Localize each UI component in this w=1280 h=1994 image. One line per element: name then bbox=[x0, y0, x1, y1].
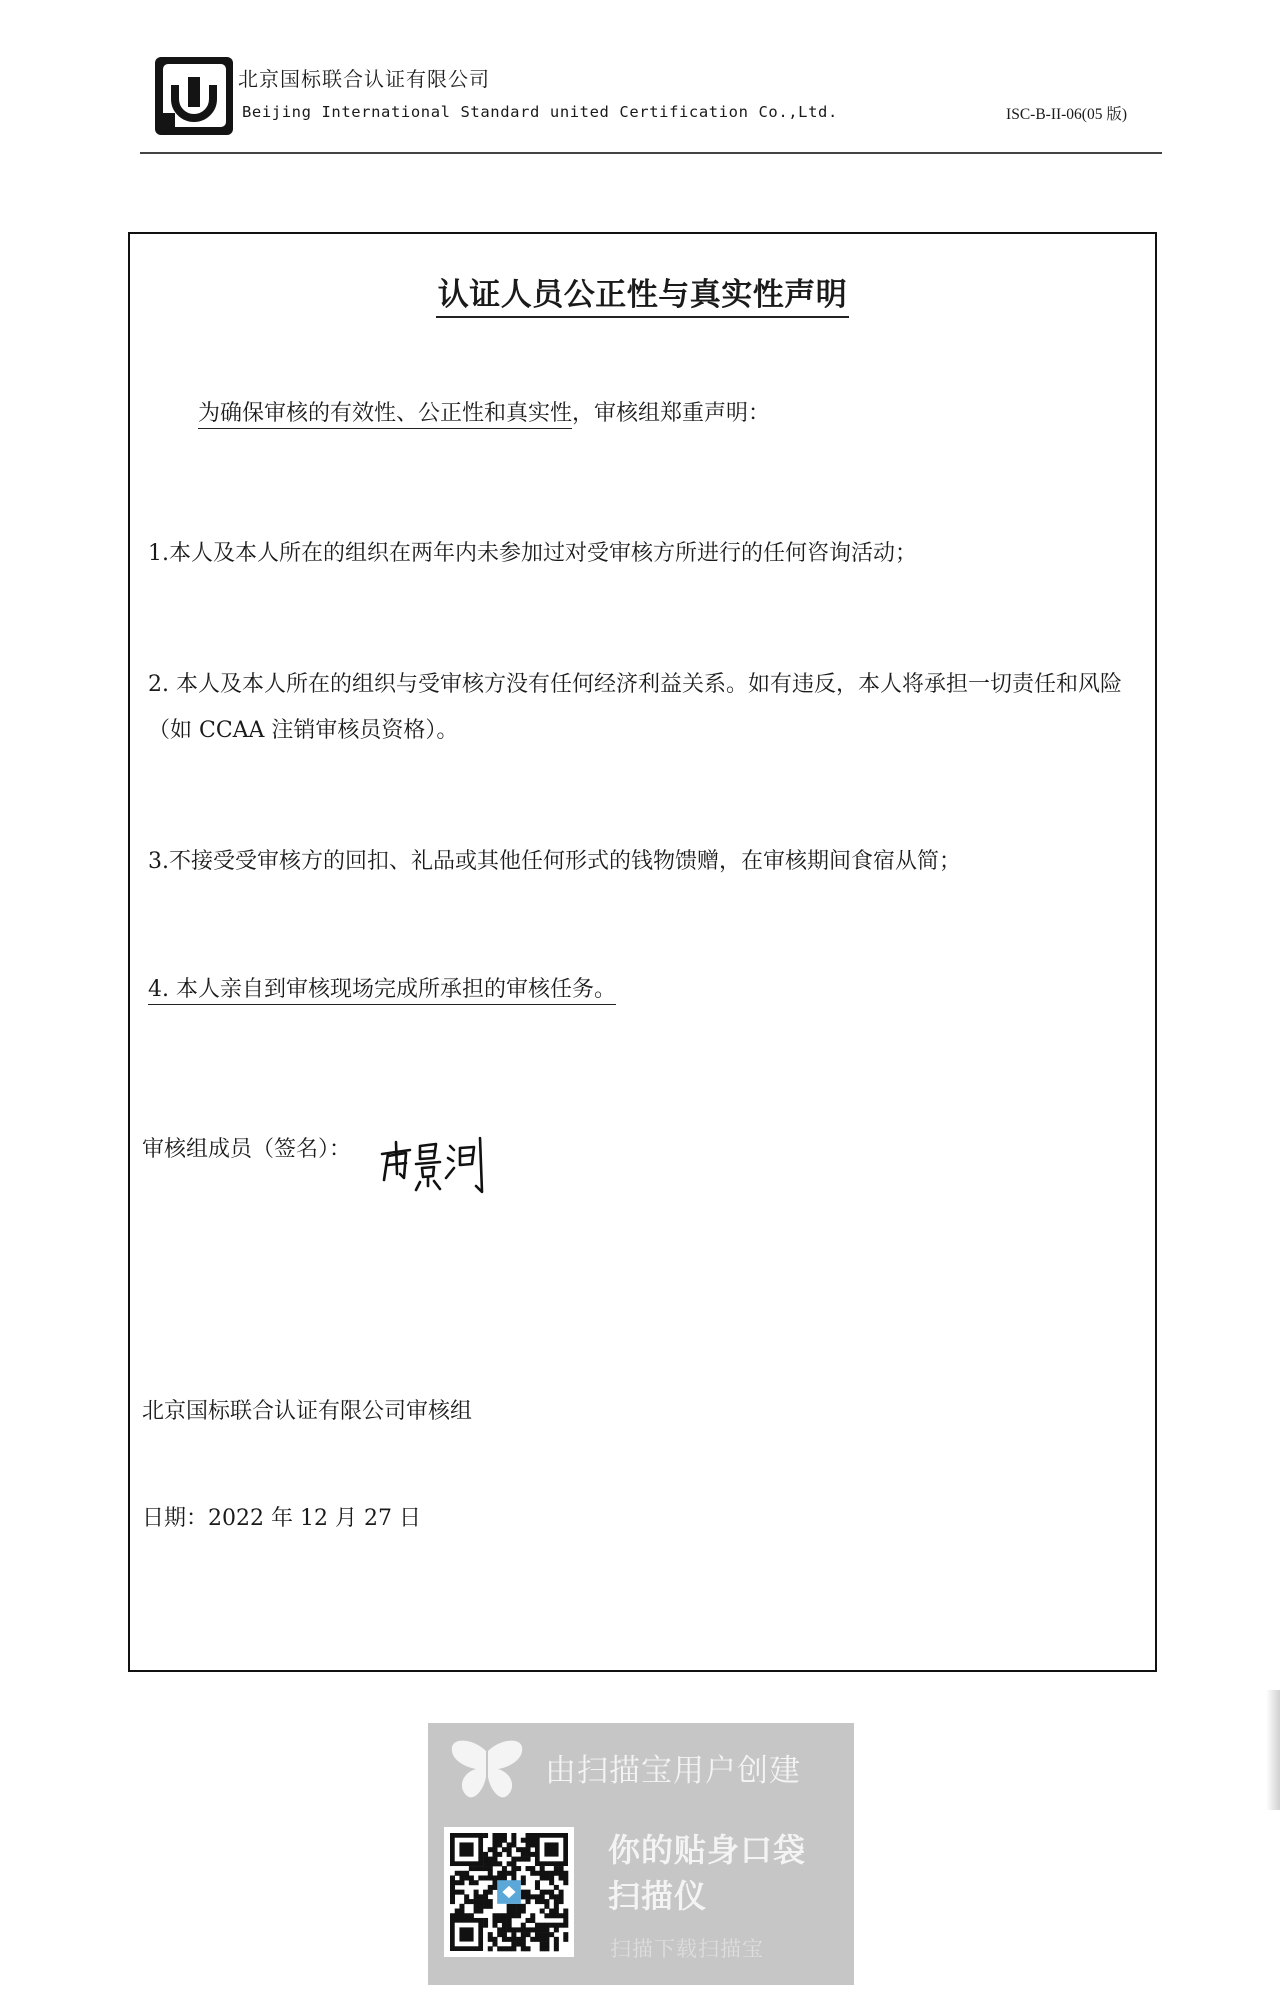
created-by-text: 由扫描宝用户创建 bbox=[545, 1753, 801, 1789]
document-code: ISC-B-II-06(05 版) bbox=[1006, 106, 1127, 123]
form-title bbox=[130, 269, 1155, 314]
signature-label: 审核组成员（签名）： bbox=[142, 1137, 352, 1162]
declaration-item-4 bbox=[148, 967, 616, 1013]
page-edge-shadow bbox=[1266, 1690, 1280, 1810]
scanner-watermark bbox=[428, 1723, 854, 1985]
qr-code-icon bbox=[444, 1827, 574, 1957]
intro-paragraph bbox=[198, 391, 770, 437]
handwritten-signature bbox=[376, 1134, 496, 1196]
declaration-form bbox=[128, 232, 1157, 1672]
issuing-audit-team: 北京国标联合认证有限公司审核组 bbox=[142, 1399, 473, 1424]
slogan-line-1: 你的贴身口袋 bbox=[608, 1831, 807, 1869]
letterhead bbox=[150, 52, 1160, 148]
download-prompt: 扫描下载扫描宝 bbox=[610, 1937, 764, 1961]
form-title-text: 认证人员公正性与真实性声明 bbox=[436, 277, 850, 318]
company-logo-icon bbox=[153, 55, 235, 137]
declaration-item-2: 2. 本人及本人所在的组织与受审核方没有任何经济利益关系。如有违反，本人将承担一切责任和风险（如 CCAA 注销审核员资格）。 bbox=[148, 672, 1122, 743]
declaration-item-3: 3.不接受受审核方的回扣、礼品或其他任何形式的钱物馈赠，在审核期间食宿从简； bbox=[148, 849, 961, 874]
declaration-item-1: 1.本人及本人所在的组织在两年内未参加过对受审核方所进行的任何咨询活动； bbox=[148, 541, 917, 566]
slogan-line-2: 扫描仪 bbox=[608, 1877, 708, 1915]
butterfly-icon bbox=[448, 1737, 526, 1807]
company-name-cn: 北京国标联合认证有限公司 bbox=[238, 67, 490, 91]
declaration-item-4-text: 4. 本人亲自到审核现场完成所承担的审核任务。 bbox=[148, 977, 616, 1005]
declaration-date: 日期：2022 年 12 月 27 日 bbox=[142, 1506, 421, 1531]
company-name-en: Beijing International Standard united Certification Co.,Ltd. bbox=[242, 103, 838, 121]
intro-underlined-text: 为确保审核的有效性、公正性和真实性 bbox=[198, 401, 572, 429]
header-divider bbox=[140, 152, 1162, 154]
intro-rest-text: ，审核组郑重声明： bbox=[572, 401, 771, 426]
